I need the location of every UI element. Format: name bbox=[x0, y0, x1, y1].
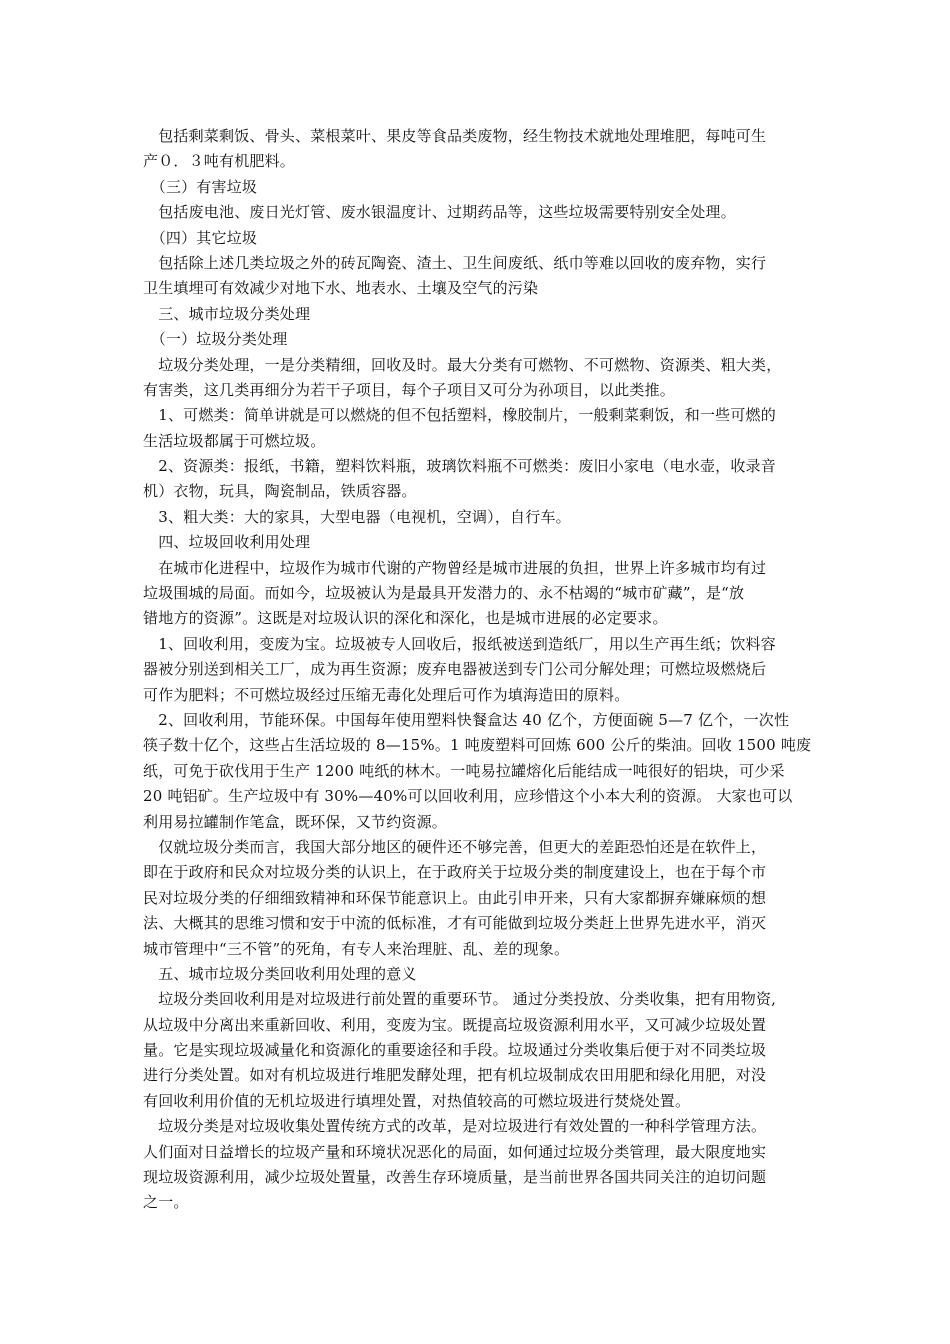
paragraph-combustible bbox=[143, 403, 807, 454]
paragraph-sorting-overview bbox=[143, 353, 807, 404]
text-line: 器被分别送到相关工厂，成为再生资源；废弃电器被送到专门公司分解处理；可燃垃圾燃烧后 bbox=[143, 660, 767, 679]
paragraph-energy-saving bbox=[143, 708, 812, 835]
paragraph-hazardous-waste bbox=[143, 200, 807, 225]
text-line: 2、回收利用，节能环保。中国每年使用塑料快餐盒达 40 亿个，方便面碗 5—7 亿个，一次性 bbox=[143, 710, 790, 729]
text-line: 仅就垃圾分类而言，我国大部分地区的硬件还不够完善，但更大的差距恐怕还是在软件上， bbox=[143, 837, 767, 856]
text-line: 错地方的资源”。这既是对垃圾认识的深化和深化，也是城市进展的必定要求。 bbox=[143, 609, 668, 628]
text-line: 可作为肥料；不可燃垃圾经过压缩无毒化处理后可作为填海造田的原料。 bbox=[143, 685, 630, 704]
section-heading-4 bbox=[143, 530, 807, 555]
text-line: 生活垃圾都属于可燃垃圾。 bbox=[143, 431, 326, 450]
text-line: 人们面对日益增长的垃圾产量和环境状况恶化的局面，如何通过垃圾分类管理，最大限度地实 bbox=[143, 1142, 767, 1161]
text-line: 包括剩菜剩饭、骨头、菜根菜叶、果皮等食品类废物，经生物技术就地处理堆肥，每吨可生 bbox=[143, 127, 767, 145]
text-line: 垃圾围城的局面。而如今，垃圾被认为是最具开发潜力的、永不枯竭的“城市矿藏”，是“放 bbox=[143, 584, 745, 603]
text-line: （四）其它垃圾 bbox=[143, 228, 258, 247]
text-line: （一）垃圾分类处理 bbox=[143, 330, 288, 349]
text-line: 有回收利用价值的无机垃圾进行填埋处置，对热值较高的可燃垃圾进行焚烧处置。 bbox=[143, 1091, 691, 1110]
text-line: 2、资源类：报纸，书籍，塑料饮料瓶，玻璃饮料瓶不可燃类：废旧小家电（电水壶，收录音 bbox=[143, 457, 776, 476]
paragraph-other-waste bbox=[143, 251, 807, 302]
paragraph-conclusion bbox=[143, 1114, 807, 1216]
text-line: 垃圾分类处理，一是分类精细，回收及时。最大分类有可燃物、不可燃物、资源类、粗大类， bbox=[143, 355, 782, 374]
text-line: 在城市化进程中，垃圾作为城市代谢的产物曾经是城市进展的负担，世界上许多城市均有过 bbox=[143, 558, 767, 577]
text-line: 进行分类处置。如对有机垃圾进行堆肥发酵处理，把有机垃圾制成农田用肥和绿化用肥，对没 bbox=[143, 1066, 767, 1085]
heading-other-waste bbox=[143, 226, 807, 251]
paragraph-significance bbox=[143, 987, 807, 1114]
text-line: 机）衣物，玩具，陶瓷制品，铁质容器。 bbox=[143, 482, 417, 501]
text-line: 城市管理中“三不管”的死角，有专人来治理脏、乱、差的现象。 bbox=[143, 939, 570, 958]
text-line: 现垃圾资源利用，减少垃圾处置量，改善生存环境质量，是当前世界各国共同关注的迫切问题 bbox=[143, 1168, 767, 1187]
text-line: 五、城市垃圾分类回收利用处理的意义 bbox=[143, 964, 417, 983]
text-line: 卫生填埋可有效减少对地下水、地表水、土壤及空气的污染 bbox=[143, 279, 539, 298]
paragraph-kitchen-waste bbox=[143, 124, 807, 175]
text-line: 四、垃圾回收利用处理 bbox=[143, 533, 311, 552]
subheading-sorting bbox=[143, 327, 807, 352]
document-body bbox=[143, 124, 812, 1216]
text-line: 筷子数十亿个，这些占生活垃圾的 8—15%。1 吨废塑料可回炼 600 公斤的柴油。回收 1500 吨废 bbox=[143, 736, 812, 755]
paragraph-urbanization bbox=[143, 556, 807, 632]
section-heading-3 bbox=[143, 302, 807, 327]
text-line: 1、回收利用，变废为宝。垃圾被专人回收后，报纸被送到造纸厂，用以生产再生纸；饮料容 bbox=[143, 634, 776, 653]
text-line: 即在于政府和民众对垃圾分类的认识上，在于政府关于垃圾分类的制度建设上，也在于每个市 bbox=[143, 863, 767, 882]
text-line: 包括废电池、废日光灯管、废水银温度计、过期药品等，这些垃圾需要特别安全处理。 bbox=[143, 203, 736, 222]
section-heading-5 bbox=[143, 962, 807, 987]
text-line: 法、大概其的思维习惯和安于中流的低标准，才有可能做到垃圾分类赶上世界先进水平，消灭 bbox=[143, 914, 767, 933]
text-line: 民对垃圾分类的仔细细致精神和环保节能意识上。由此引申开来，只有大家都摒弃嫌麻烦的想 bbox=[143, 888, 767, 907]
text-line: 量。它是实现垃圾减量化和资源化的重要途径和手段。垃圾通过分类收集后便于对不同类垃圾 bbox=[143, 1041, 767, 1060]
text-line: 1、可燃类：简单讲就是可以燃烧的但不包括塑料，橡胶制片，一般剩菜剩饭，和一些可燃的 bbox=[143, 406, 776, 425]
paragraph-recycling bbox=[143, 632, 807, 708]
paragraph-bulky bbox=[143, 505, 807, 530]
text-line: 三、城市垃圾分类处理 bbox=[143, 304, 311, 323]
text-line: 20 吨铝矿。生产垃圾中有 30%—40%可以回收利用，应珍惜这个小本大利的资源。 大家也可以 bbox=[143, 787, 793, 806]
text-line: （三）有害垃圾 bbox=[143, 177, 258, 196]
paragraph-software-gap bbox=[143, 835, 807, 962]
text-line: 3、粗大类：大的家具，大型电器（电视机，空调），自行车。 bbox=[143, 507, 571, 526]
text-line: 从垃圾中分离出来重新回收、利用，变废为宝。既提高垃圾资源利用水平，又可减少垃圾处置 bbox=[143, 1015, 767, 1034]
text-line: 之一。 bbox=[143, 1193, 189, 1212]
text-line: 垃圾分类回收利用是对垃圾进行前处置的重要环节。 通过分类投放、分类收集，把有用物资, bbox=[143, 990, 777, 1009]
text-line: 包括除上述几类垃圾之外的砖瓦陶瓷、渣土、卫生间废纸、纸巾等难以回收的废弃物，实行 bbox=[143, 253, 767, 272]
text-line: 垃圾分类是对垃圾收集处置传统方式的改革，是对垃圾进行有效处置的一种科学管理方法。 bbox=[143, 1117, 767, 1136]
heading-hazardous-waste bbox=[143, 175, 807, 200]
text-line: 纸，可免于砍伐用于生产 1200 吨纸的林木。一吨易拉罐熔化后能结成一吨很好的铝块，可少采 bbox=[143, 761, 785, 780]
text-line: 产０．３吨有机肥料。 bbox=[143, 152, 296, 171]
text-line: 利用易拉罐制作笔盒，既环保，又节约资源。 bbox=[143, 812, 448, 831]
paragraph-resources bbox=[143, 454, 807, 505]
text-line: 有害类，这几类再细分为若干子项目，每个子项目又可分为孙项目，以此类推。 bbox=[143, 380, 676, 399]
